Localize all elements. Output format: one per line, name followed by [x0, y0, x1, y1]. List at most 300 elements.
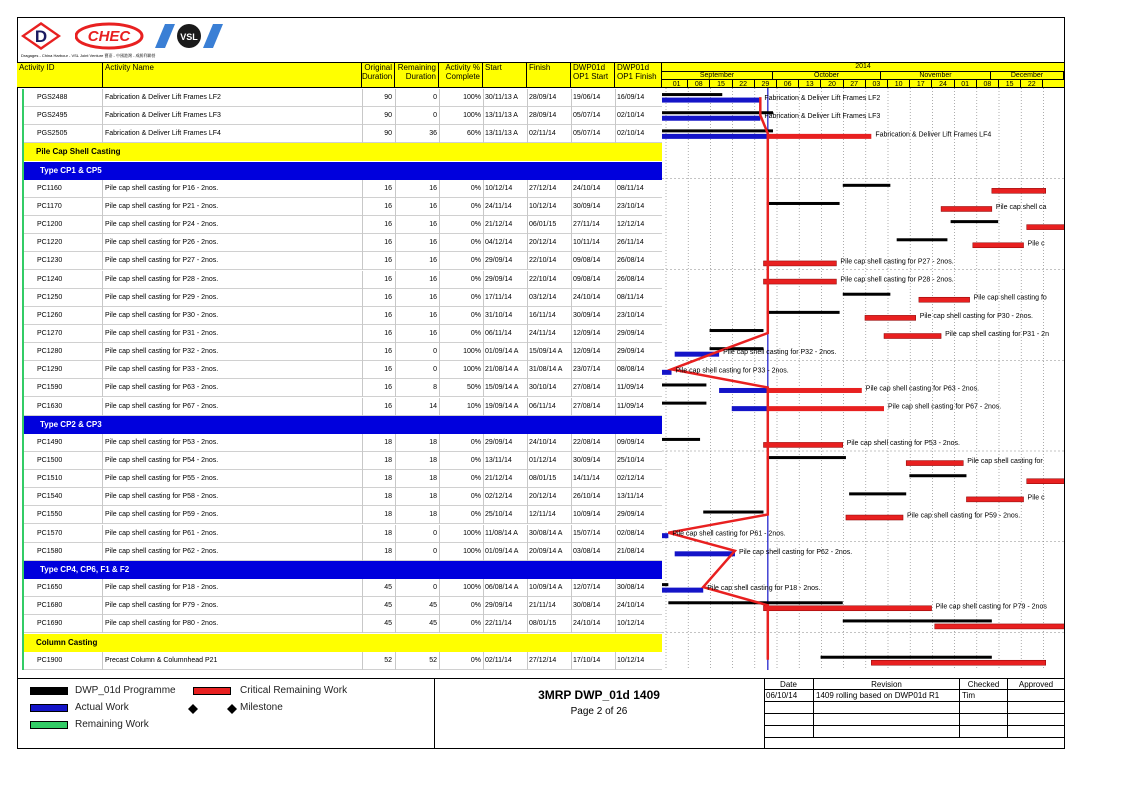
cell-rd: 0: [433, 112, 437, 120]
milestone-icon: [188, 704, 198, 714]
programme-bar: [767, 202, 840, 205]
actual-bar: [662, 588, 703, 593]
column-divider: [483, 307, 484, 325]
bar-label: Pile cap shell casting for P67 - 2nos.: [888, 403, 1002, 411]
cell-rd: 0: [433, 348, 437, 356]
cell-pct: 0%: [470, 602, 481, 610]
critical-bar: [768, 388, 862, 393]
cell-ds: 27/11/14: [573, 221, 600, 229]
rev-header-checked: Checked: [960, 679, 1008, 690]
cell-rd: 8: [433, 384, 437, 392]
cell-start: 29/09/14: [485, 275, 513, 283]
rev-empty-cell: [814, 726, 960, 738]
table-row[interactable]: [22, 198, 662, 216]
cell-id: PC1690: [37, 620, 63, 628]
chec-logo: [75, 22, 145, 50]
cell-ds: 09/08/14: [573, 275, 601, 283]
legend-programme-swatch: [30, 687, 68, 695]
bar-label: Pile cap shell casting for P32 - 2nos.: [723, 349, 837, 357]
cell-ds: 10/09/14: [573, 511, 601, 519]
critical-bar: [865, 315, 916, 320]
cell-df: 24/10/14: [617, 602, 645, 610]
cell-ds: 27/08/14: [573, 402, 601, 410]
cell-id: PGS2505: [37, 130, 68, 138]
cell-ds: 14/11/14: [573, 475, 600, 483]
table-row[interactable]: [22, 271, 662, 289]
programme-bar: [767, 456, 846, 459]
cell-rd: 45: [429, 620, 437, 628]
header-percent-complete: Activity % Complete: [439, 62, 483, 88]
cell-od: 16: [384, 275, 392, 283]
cell-df: 25/10/14: [617, 457, 645, 464]
timeline-week: 17: [910, 80, 932, 88]
cell-rd: 0: [433, 94, 437, 101]
cell-start: 01/09/14 A: [485, 547, 519, 555]
table-row[interactable]: [22, 579, 662, 597]
cell-finish: 22/10/14: [529, 275, 557, 283]
cell-rd: 18: [429, 475, 437, 483]
column-divider: [483, 252, 484, 270]
cell-name: Pile cap shell casting for P21 - 2nos.: [105, 202, 219, 210]
cell-name: Pile cap shell casting for P59 - 2nos.: [105, 511, 219, 519]
critical-bar: [966, 497, 1023, 502]
timeline-week: 15: [999, 80, 1021, 88]
cell-id: PGS2488: [37, 94, 68, 101]
table-row[interactable]: [22, 398, 662, 416]
critical-bar: [941, 206, 992, 211]
cell-start: 06/11/14: [485, 329, 512, 337]
table-row[interactable]: [22, 361, 662, 379]
legend-remaining-swatch: [30, 721, 68, 729]
table-row[interactable]: [22, 234, 662, 252]
rev-empty-cell: [814, 702, 960, 714]
cell-pct: 60%: [466, 130, 481, 138]
cell-ds: 15/07/14: [573, 529, 601, 537]
rev-cell-date: 06/10/14: [764, 690, 814, 702]
cell-pct: 0%: [470, 257, 481, 265]
programme-bar: [662, 129, 773, 132]
bar-label: Pile cap shell casting for P62 - 2nos.: [738, 548, 853, 556]
bar-label: Pile cap shell casting for P33 - 2nos.: [675, 367, 789, 375]
table-row[interactable]: [22, 307, 662, 325]
cell-finish: 06/01/15: [529, 221, 557, 229]
rev-empty-cell: [960, 726, 1008, 738]
cell-df: 10/12/14: [617, 620, 645, 628]
cell-name: Pile cap shell casting for P63 - 2nos.: [105, 384, 219, 392]
cell-start: 29/09/14: [485, 438, 513, 446]
cell-od: 16: [384, 293, 392, 301]
rev-cell-approved: [1008, 690, 1065, 702]
cell-name: Pile cap shell casting for P33 - 2nos.: [105, 366, 219, 374]
cell-finish: 06/11/14: [529, 402, 556, 410]
cell-pct: 100%: [463, 94, 481, 101]
column-divider: [483, 579, 484, 597]
actual-bar: [662, 98, 760, 103]
cell-start: 29/09/14: [485, 257, 513, 265]
actual-bar: [662, 533, 668, 538]
cell-df: 11/09/14: [617, 384, 644, 392]
table-row[interactable]: [22, 125, 662, 143]
cell-od: 16: [384, 184, 392, 192]
timeline-year: 2014: [662, 63, 1064, 72]
cell-df: 26/11/14: [617, 239, 644, 247]
table-row[interactable]: [22, 216, 662, 234]
programme-bar: [662, 583, 668, 586]
cell-od: 16: [384, 384, 392, 392]
cell-start: 11/08/14 A: [485, 529, 518, 537]
timeline-month: November: [881, 71, 991, 80]
table-row[interactable]: [22, 543, 662, 561]
header-activity-id: Activity ID: [17, 62, 103, 88]
cell-df: 26/08/14: [617, 275, 645, 283]
timeline-month: September: [662, 71, 773, 80]
bar-label: Pile cap shell casting for P53 - 2nos.: [846, 439, 961, 447]
cell-start: 13/11/13 A: [485, 112, 518, 120]
logo-hec-text: CHEC: [87, 28, 131, 45]
cell-od: 18: [384, 493, 392, 501]
cell-df: 02/12/14: [617, 475, 645, 483]
column-divider: [483, 289, 484, 307]
table-row[interactable]: [22, 180, 662, 198]
cell-rd: 0: [433, 547, 437, 555]
programme-bar: [951, 220, 999, 223]
table-row[interactable]: [22, 597, 662, 615]
header-remaining-duration: Remaining Duration: [395, 62, 439, 88]
cell-finish: 27/12/14: [529, 656, 557, 664]
table-row[interactable]: [22, 506, 662, 524]
timeline-week: 13: [799, 80, 821, 88]
cell-ds: 24/10/14: [573, 620, 601, 628]
cell-pct: 0%: [470, 275, 481, 283]
cell-id: PC1170: [37, 202, 62, 210]
table-row[interactable]: [22, 470, 662, 488]
bar-label: Pile c: [1027, 240, 1045, 248]
timeline-week: 01: [955, 80, 977, 88]
cell-id: PGS2495: [37, 112, 68, 120]
cell-finish: 24/10/14: [529, 438, 557, 446]
report-title: 3MRP DWP_01d 1409: [538, 688, 660, 702]
cell-pct: 100%: [463, 112, 481, 120]
cell-rd: 14: [429, 402, 437, 410]
cell-finish: 22/10/14: [529, 257, 557, 265]
milestone-icon: [227, 704, 237, 714]
programme-bar: [843, 184, 891, 187]
cell-ds: 30/08/14: [573, 602, 601, 610]
column-divider: [483, 180, 484, 198]
table-row[interactable]: [22, 343, 662, 361]
cell-rd: 18: [429, 493, 437, 501]
bar-label: Pile cap shell casting for: [967, 458, 1043, 466]
logo-vsl-text: VSL: [180, 32, 198, 42]
cell-name: Pile cap shell casting for P18 - 2nos.: [105, 584, 219, 592]
cell-id: PC1240: [37, 275, 63, 283]
section-header[interactable]: Pile Cap Shell Casting: [22, 143, 662, 161]
critical-bar: [763, 261, 836, 266]
bar-label: Pile cap shell casting for P63 - 2nos.: [865, 385, 980, 393]
cell-finish: 08/01/15: [529, 620, 557, 628]
cell-ds: 23/07/14: [573, 366, 601, 374]
critical-bar: [973, 243, 1024, 248]
cell-pct: 0%: [470, 329, 481, 337]
critical-bar: [768, 134, 871, 139]
cell-finish: 20/12/14: [529, 493, 557, 501]
cell-finish: 20/09/14 A: [529, 547, 563, 555]
cell-df: 08/11/14: [617, 184, 644, 192]
programme-bar: [843, 619, 992, 622]
cell-rd: 18: [429, 438, 437, 446]
table-row[interactable]: [22, 434, 662, 452]
cell-ds: 24/10/14: [573, 293, 601, 301]
column-divider: [483, 506, 484, 524]
table-row[interactable]: [22, 488, 662, 506]
progress-line: [668, 97, 768, 660]
cell-id: PC1290: [37, 366, 63, 374]
cell-df: 02/08/14: [617, 529, 645, 537]
bar-label: Fabrication & Deliver Lift Frames LF2: [764, 95, 881, 103]
table-row[interactable]: [22, 652, 662, 670]
cell-ds: 10/11/14: [573, 239, 600, 247]
cell-ds: 05/07/14: [573, 112, 601, 120]
column-divider: [483, 470, 484, 488]
cell-id: PC1500: [37, 457, 63, 464]
cell-rd: 16: [429, 239, 437, 247]
timeline-week: 15: [710, 80, 732, 88]
cell-od: 45: [384, 620, 392, 628]
cell-df: 21/08/14: [617, 547, 645, 555]
cell-pct: 0%: [470, 656, 481, 664]
legend-remaining-label: Remaining Work: [75, 719, 149, 730]
table-row[interactable]: [22, 615, 662, 633]
column-divider: [483, 343, 484, 361]
bar-label: Pile cap shell casting for P30 - 2nos.: [919, 312, 1033, 320]
cell-od: 18: [384, 511, 392, 519]
cell-id: PC1200: [37, 221, 63, 229]
rev-empty-cell: [960, 714, 1008, 726]
timeline-week: 20: [821, 80, 843, 88]
section-header[interactable]: Column Casting: [22, 634, 662, 652]
cell-rd: 0: [433, 584, 437, 592]
cell-ds: 03/08/14: [573, 547, 601, 555]
timeline-week: 22: [1021, 80, 1043, 88]
table-row[interactable]: [22, 252, 662, 270]
actual-bar: [719, 388, 768, 393]
cell-start: 24/11/14: [485, 202, 512, 210]
cell-name: Pile cap shell casting for P26 - 2nos.: [105, 239, 219, 247]
cell-start: 02/12/14: [485, 493, 513, 501]
cell-df: 11/09/14: [617, 402, 644, 410]
column-divider: [483, 525, 484, 543]
cell-ds: 12/09/14: [573, 329, 601, 337]
cell-start: 13/11/13 A: [485, 130, 518, 138]
cell-od: 18: [384, 547, 392, 555]
cell-name: Pile cap shell casting for P61 - 2nos.: [105, 529, 219, 537]
cell-start: 04/12/14: [485, 239, 513, 247]
cell-id: PC1540: [37, 493, 63, 501]
actual-bar: [732, 406, 768, 411]
cell-id: PC1570: [37, 529, 63, 537]
cell-od: 90: [384, 112, 392, 120]
table-row[interactable]: [22, 325, 662, 343]
cell-rd: 0: [433, 366, 437, 374]
programme-bar: [662, 111, 773, 114]
group-header[interactable]: Type CP2 & CP3: [22, 416, 662, 434]
bar-label: Fabrication & Deliver Lift Frames LF4: [875, 131, 992, 139]
column-divider: [483, 488, 484, 506]
header-dwp-start: DWP01d OP1 Start: [571, 62, 615, 88]
logo-d-text: D: [34, 27, 48, 46]
cell-rd: 16: [429, 257, 437, 265]
cell-ds: 30/09/14: [573, 202, 601, 210]
cell-id: PC1220: [37, 239, 63, 247]
cell-name: Pile cap shell casting for P29 - 2nos.: [105, 293, 219, 301]
rev-empty-cell: [1008, 702, 1065, 714]
cell-ds: 09/08/14: [573, 257, 601, 265]
programme-bar: [849, 492, 906, 495]
cell-start: 10/12/14: [485, 184, 513, 192]
cell-finish: 24/11/14: [529, 329, 556, 337]
cell-pct: 100%: [463, 366, 481, 374]
cell-start: 22/11/14: [485, 620, 512, 628]
dragages-logo: [21, 22, 61, 50]
header-finish: Finish: [527, 62, 571, 88]
cell-start: 19/09/14 A: [485, 402, 519, 410]
cell-start: 17/11/14: [485, 293, 512, 301]
cell-finish: 08/01/15: [529, 475, 557, 483]
critical-bar: [906, 461, 963, 466]
cell-pct: 10%: [466, 402, 481, 410]
cell-pct: 0%: [470, 293, 481, 301]
cell-name: Pile cap shell casting for P53 - 2nos.: [105, 438, 219, 446]
cell-pct: 0%: [470, 239, 481, 247]
gantt-chart: [662, 88, 1064, 670]
cell-pct: 100%: [463, 348, 481, 356]
timeline-week: 24: [932, 80, 954, 88]
cell-od: 16: [384, 366, 392, 374]
legend-actual-label: Actual Work: [75, 702, 129, 713]
critical-bar: [935, 624, 1064, 629]
table-row[interactable]: [22, 289, 662, 307]
cell-name: Pile cap shell casting for P55 - 2nos.: [105, 475, 219, 483]
cell-rd: 16: [429, 293, 437, 301]
header-dwp-finish: DWP01d OP1 Finish: [615, 62, 662, 88]
table-row[interactable]: [22, 452, 662, 470]
cell-name: Precast Column & Columnhead P21: [105, 656, 218, 664]
cell-id: PC1490: [37, 438, 63, 446]
cell-df: 29/09/14: [617, 329, 645, 337]
cell-od: 16: [384, 202, 392, 210]
cell-pct: 0%: [470, 457, 481, 464]
cell-od: 90: [384, 94, 392, 101]
rev-empty-cell: [960, 702, 1008, 714]
cell-id: PC1230: [37, 257, 63, 265]
cell-pct: 50%: [466, 384, 481, 392]
table-row[interactable]: [22, 107, 662, 125]
column-divider: [483, 271, 484, 289]
cell-od: 90: [384, 130, 392, 138]
cell-ds: 19/06/14: [573, 94, 601, 101]
cell-finish: 10/12/14: [529, 202, 557, 210]
cell-ds: 30/09/14: [573, 311, 601, 319]
cell-od: 16: [384, 239, 392, 247]
cell-ds: 24/10/14: [573, 184, 601, 192]
remaining-work-bar: [22, 89, 24, 670]
cell-od: 18: [384, 475, 392, 483]
cell-id: PC1510: [37, 475, 63, 483]
legend-actual-swatch: [30, 704, 68, 712]
cell-od: 52: [384, 656, 392, 664]
critical-bar: [763, 442, 842, 447]
cell-df: 29/09/14: [617, 511, 645, 519]
cell-name: Fabrication & Deliver Lift Frames LF3: [105, 112, 221, 120]
column-divider: [483, 452, 484, 470]
timeline-week: 10: [888, 80, 910, 88]
group-header[interactable]: Type CP1 & CP5: [22, 162, 662, 180]
cell-pct: 0%: [470, 511, 481, 519]
cell-pct: 0%: [470, 202, 481, 210]
rev-empty-cell: [764, 714, 814, 726]
column-divider: [483, 652, 484, 670]
cell-name: Pile cap shell casting for P31 - 2nos.: [105, 329, 219, 337]
programme-bar: [662, 93, 722, 96]
bar-label: Pile cap shell casting for P27 - 2nos.: [840, 258, 954, 266]
cell-finish: 16/11/14: [529, 311, 556, 319]
table-row[interactable]: [22, 379, 662, 397]
programme-bar: [662, 438, 700, 441]
cell-id: PC1550: [37, 511, 63, 519]
programme-bar: [662, 383, 706, 386]
timeline-week: 08: [688, 80, 710, 88]
rev-empty-cell: [814, 714, 960, 726]
column-divider: [483, 234, 484, 252]
column-divider: [483, 361, 484, 379]
cell-start: 02/11/14: [485, 656, 512, 664]
table-row[interactable]: [22, 89, 662, 107]
header-activity-name: Activity Name: [103, 62, 362, 88]
cell-finish: 03/12/14: [529, 293, 557, 301]
cell-name: Pile cap shell casting for P67 - 2nos.: [105, 402, 219, 410]
table-row[interactable]: [22, 525, 662, 543]
programme-bar: [767, 311, 840, 314]
cell-id: PC1630: [37, 402, 63, 410]
cell-id: PC1590: [37, 384, 63, 392]
vsl-logo: [155, 22, 223, 50]
timeline-week: 22: [733, 80, 755, 88]
bar-label: Pile cap shell ca: [995, 203, 1047, 211]
timeline-week: 29: [755, 80, 777, 88]
cell-rd: 16: [429, 184, 437, 192]
timeline-week: 08: [977, 80, 999, 88]
timeline-week: 06: [777, 80, 799, 88]
rev-cell-revision: 1409 rolling based on DWP01d R1: [814, 690, 960, 702]
cell-name: Pile cap shell casting for P16 - 2nos.: [105, 184, 219, 192]
critical-bar: [992, 188, 1046, 193]
programme-bar: [821, 656, 992, 659]
cell-name: Pile cap shell casting for P32 - 2nos.: [105, 348, 219, 356]
logo-area: [19, 20, 319, 62]
cell-id: PC1270: [37, 329, 63, 337]
cell-ds: 17/10/14: [573, 656, 601, 664]
cell-id: PC1900: [37, 656, 63, 664]
column-divider: [483, 615, 484, 633]
group-header[interactable]: Type CP4, CP6, F1 & F2: [22, 561, 662, 579]
cell-start: 06/08/14 A: [485, 584, 519, 592]
cell-rd: 0: [433, 529, 437, 537]
column-divider: [483, 198, 484, 216]
programme-bar: [843, 293, 891, 296]
cell-name: Pile cap shell casting for P79 - 2nos.: [105, 602, 219, 610]
cell-start: 31/10/14: [485, 311, 513, 319]
bar-label: Pile cap shell casting for P61 - 2nos.: [672, 530, 786, 538]
